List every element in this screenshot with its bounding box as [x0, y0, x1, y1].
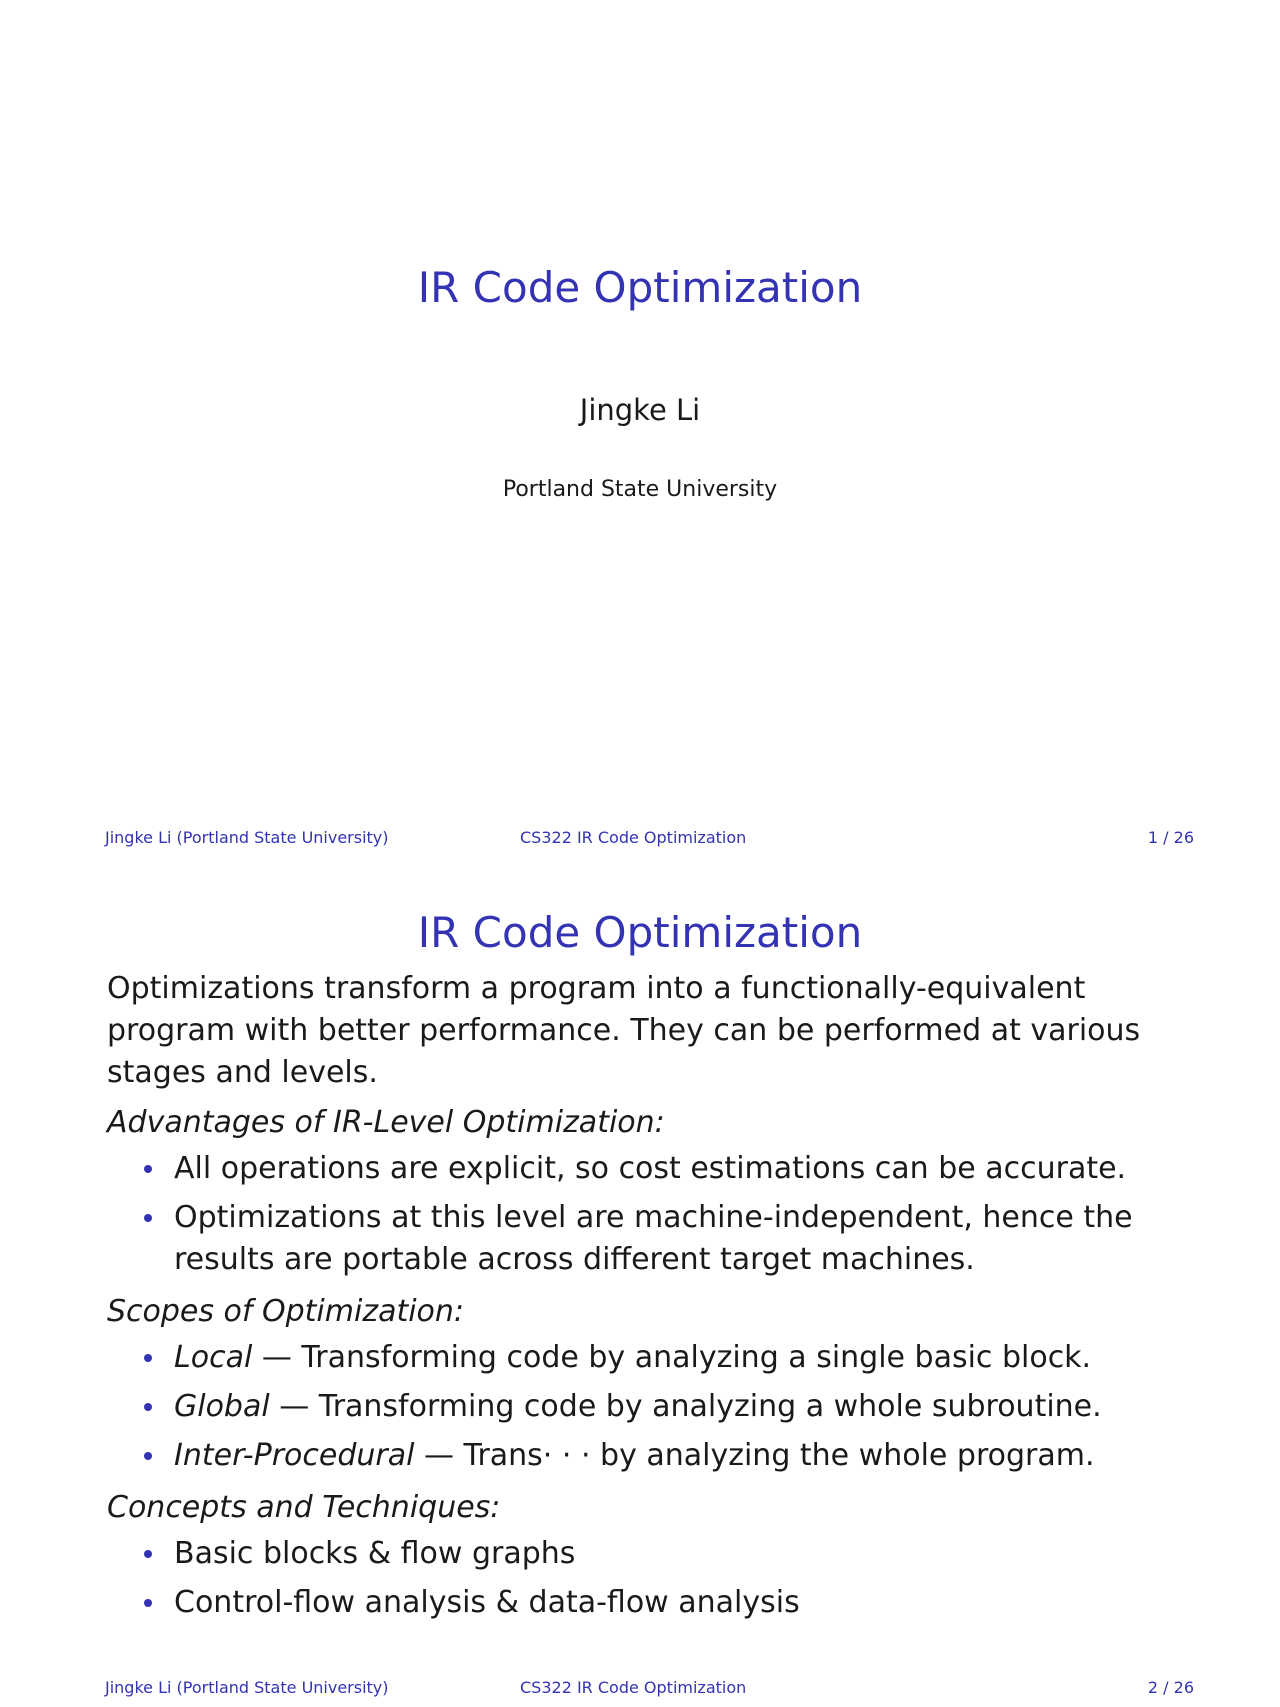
- list-item: [107, 1435, 1197, 1477]
- footer-author: Jingke Li (Portland State University): [105, 1678, 389, 1697]
- slide-footer: [0, 828, 1280, 852]
- footer-course: CS322 IR Code Optimization: [520, 1678, 747, 1697]
- advantages-list: [107, 1148, 1197, 1281]
- scope-term: Global: [174, 1389, 270, 1424]
- content-slide: [0, 860, 1280, 1707]
- list-item: [107, 1337, 1197, 1379]
- list-item-text: Control-flow analysis & data-flow analysis: [174, 1585, 800, 1620]
- footer-course: CS322 IR Code Optimization: [520, 828, 747, 847]
- bullet-icon: [144, 1403, 152, 1411]
- scope-text: — Trans· · · by analyzing the whole program.: [414, 1438, 1095, 1473]
- bullet-icon: [144, 1550, 152, 1558]
- footer-author: Jingke Li (Portland State University): [105, 828, 389, 847]
- scope-term: Inter-Procedural: [174, 1438, 415, 1473]
- slide-title: IR Code Optimization: [417, 908, 863, 957]
- list-item-text: All operations are explicit, so cost estimations can be accurate.: [174, 1151, 1127, 1186]
- intro-paragraph: Optimizations transform a program into a functionally-equivalent program with better performance. They can be performed at various stages and levels.: [107, 971, 1141, 1090]
- slide-footer: [0, 1678, 1280, 1702]
- slide-title: IR Code Optimization: [417, 263, 863, 312]
- advantages-heading: Advantages of IR-Level Optimization:: [107, 1105, 665, 1140]
- scope-text: — Transforming code by analyzing a whole subroutine.: [269, 1389, 1102, 1424]
- scopes-heading: Scopes of Optimization:: [107, 1294, 465, 1329]
- author-name: Jingke Li: [579, 393, 701, 427]
- scopes-list: [107, 1337, 1197, 1477]
- scope-text: — Transforming code by analyzing a single basic block.: [252, 1340, 1092, 1375]
- bullet-icon: [144, 1599, 152, 1607]
- list-item: [107, 1148, 1197, 1190]
- concepts-heading: Concepts and Techniques:: [107, 1490, 501, 1525]
- bullet-icon: [144, 1354, 152, 1362]
- institute-name: Portland State University: [502, 477, 778, 502]
- bullet-icon: [144, 1165, 152, 1173]
- concepts-list: [107, 1533, 1197, 1624]
- list-item: [107, 1197, 1197, 1281]
- bullet-icon: [144, 1214, 152, 1222]
- list-item-text: Basic blocks & flow graphs: [174, 1536, 576, 1571]
- list-item-text: Optimizations at this level are machine-independent, hence the results are portable across different target machines.: [174, 1200, 1133, 1277]
- bullet-icon: [144, 1452, 152, 1460]
- list-item: [107, 1582, 1197, 1624]
- list-item: [107, 1533, 1197, 1575]
- footer-page-number: 1 / 26: [1147, 828, 1194, 847]
- slide-body: [107, 968, 1197, 1634]
- footer-page-number: 2 / 26: [1147, 1678, 1194, 1697]
- list-item: [107, 1386, 1197, 1428]
- scope-term: Local: [174, 1340, 253, 1375]
